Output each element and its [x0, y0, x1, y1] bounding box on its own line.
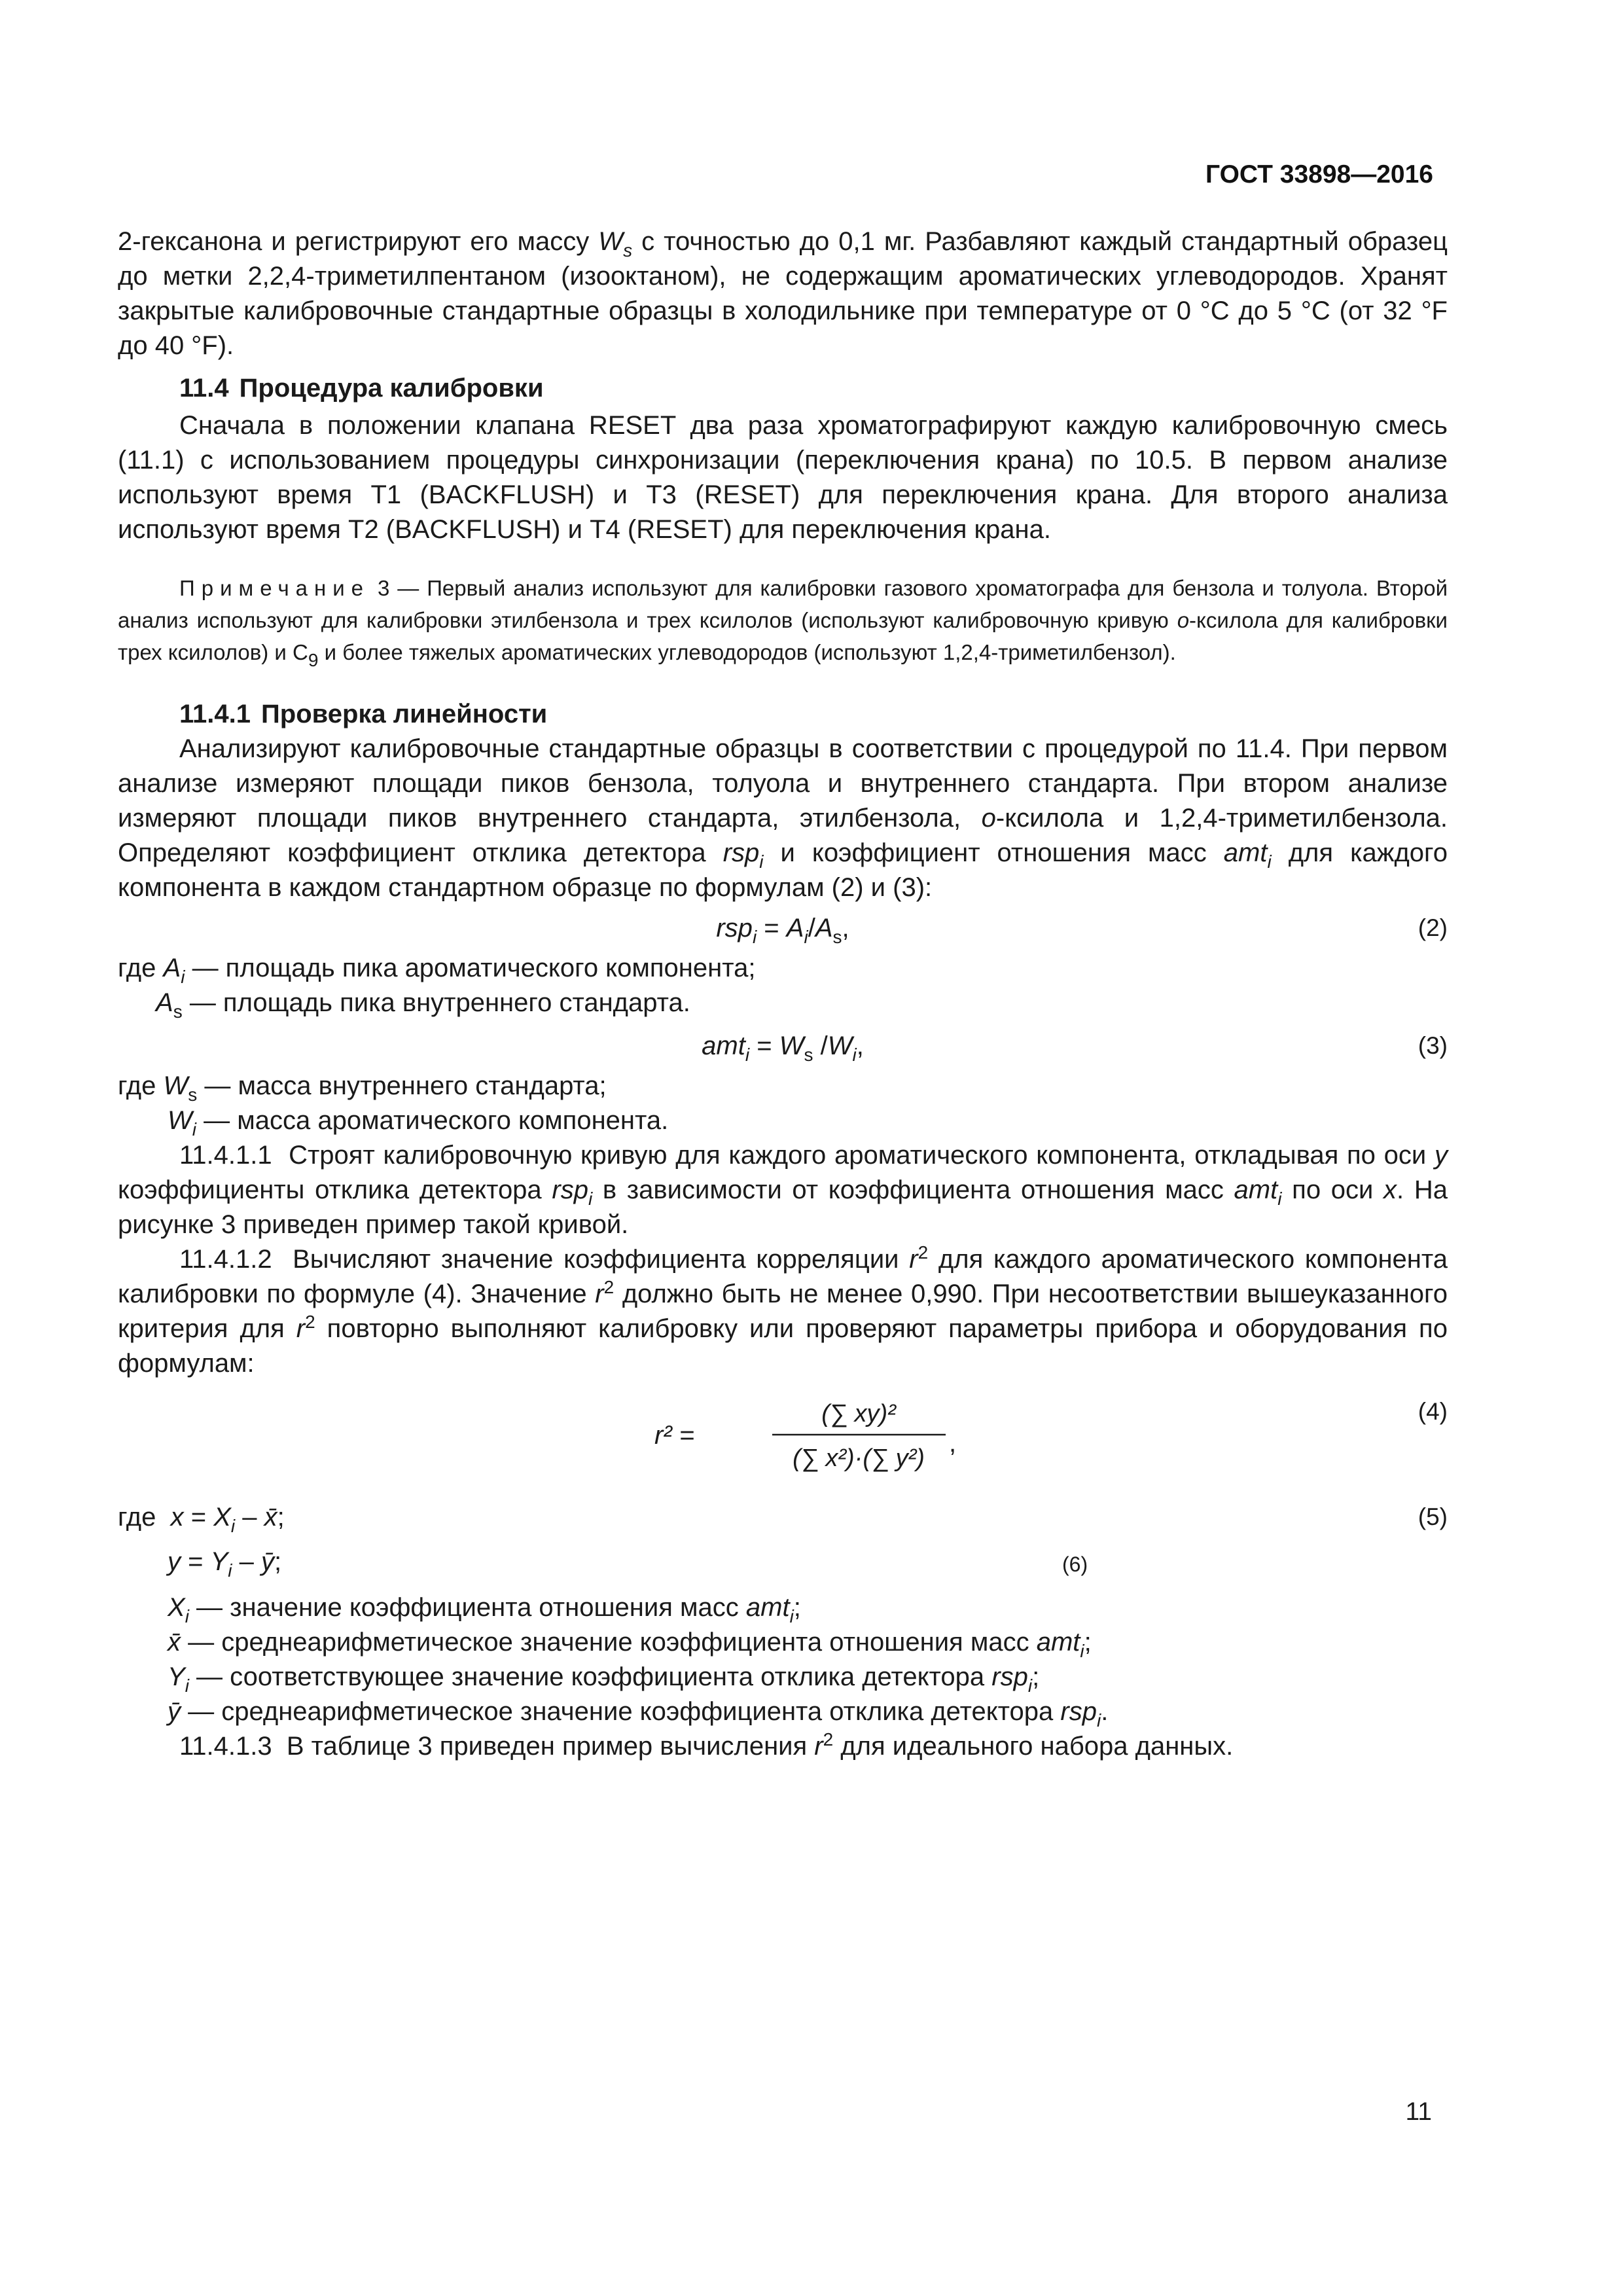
section-heading-11-4: 11.4 Процедура калибровки [179, 374, 544, 403]
equation-2-number: (2) [1418, 914, 1448, 941]
equation-3-formula: $amt_i = W_s$ $/W_i$, [702, 1031, 864, 1065]
document-code-header: ГОСТ 33898—2016 [1205, 160, 1433, 188]
section-11-4-paragraph: Сначала в положении клапана RESET два раза хроматографируют каждую калибровочную смесь (11.1) с использованием процедуры синхронизации (переключения крана) по 10.5. В первом анализе используют время T1 (BACKFLUSH) и Т3 (RESET) для переключения крана. Для второго анализа используют время Т2 (BACKFLUSH) и Т4 (RESET) для переключения крана. [118, 411, 1448, 544]
document-body [118, 224, 1448, 1764]
eq4-denominator: (∑ x²)·(∑ y²) [793, 1444, 925, 1472]
section-11-4-1-paragraph: Анализируют калибровочные стандартные образцы в соответствии с процедурой по 11.4. При первом анализе измеряют площади пиков бензола, толуола и внутреннего стандарта. При втором анализе измеряют площади пиков внутреннего стандарта, этилбензола, о-ксилола и 1,2,4-триметилбензола. Определяют коэффициент отклика детектора rsp$_i$ и коэффициент отношения масс amt$_i$ для каждого компонента в каждом стандартном образце по формулам (2) и (3): [118, 734, 1448, 902]
section-heading-11-4-1: 11.4.1 Проверка линейности [179, 700, 548, 728]
equation-5-number: (5) [1418, 1503, 1448, 1530]
equation-5: где $x = X_i$ – x̄; (5) [118, 1498, 1448, 1537]
equation-6: $y = Y_i$ – ȳ; (6) [118, 1542, 1448, 1581]
eq4-lhs: r² = [654, 1421, 695, 1450]
equation-3 [118, 1023, 1448, 1069]
intro-paragraph: 2-гексанона и регистрируют его массу $W_s$ с точностью до 0,1 мг. Разбавляют каждый стандартный образец до метки 2,2,4-триметилпентаном (изооктаном), не содержащим ароматических углеводородов. Хранят закрытые калибровочные стандартные образцы в холодильнике при температуре от 0 °С до 5 °С (от 32 °F до 40 °F). [118, 227, 1448, 360]
paragraph-11-4-1-3: 11.4.1.3 В таблице 3 приведен пример вычисления $r^2$ для идеального набора данных. [179, 1729, 1234, 1761]
equation-4 [118, 1389, 1448, 1480]
symbol-Ws: $W_s$ [598, 227, 633, 260]
equation-4-number: (4) [1418, 1398, 1448, 1425]
where-block-eq2: где $A_i$ — площадь пика ароматического компонента; $A_s$ — площадь пика внутреннего стандарта. [118, 954, 756, 1022]
equation-2-formula: $rsp_i = A_i/A_s$, [716, 914, 849, 947]
page-number: 11 [1405, 2098, 1432, 2126]
note-label: Примечание [179, 576, 370, 600]
equation-3-number: (3) [1418, 1032, 1448, 1059]
eq4-comma: , [949, 1429, 957, 1458]
note-3: Примечание 3 — Первый анализ используют для калибровки газового хроматографа для бензола и толуола. Второй анализ используют для калибровки этилбензола и трех ксилолов (используют калибровочную кривую о-ксилола для калибровки трех ксилолов) и $С_9$ и более тяжелых ароматических углеводородов (используют 1,2,4-триметилбензол). [118, 576, 1448, 670]
equation-6-number: (6) [1062, 1552, 1088, 1576]
equation-2 [118, 905, 1448, 951]
eq4-numerator: (∑ xy)² [821, 1400, 896, 1427]
paragraph-11-4-1-2: 11.4.1.2 Вычисляют значение коэффициента корреляции $r^2$ для каждого ароматического компонента калибровки по формуле (4). Значение $r^2$ должно быть не менее 0,990. При несоответствии вышеуказанного критерия для $r^2$ повторно выполняют калибровку или проверяют параметры прибора и оборудования по формулам: [118, 1242, 1448, 1378]
where-block-eq5-6: $X_i$ — значение коэффициента отношения масс amt$_i$; x̄ — среднеарифметическое значение коэффициента отношения масс amt$_i$; $Y_i$ — соответствующее значение коэффициента отклика детектора rsp$_i$; ȳ — среднеарифметическое значение коэффициента отклика детектора rsp$_i$. [168, 1593, 1109, 1731]
equation-4-formula [654, 1389, 1021, 1480]
paragraph-11-4-1-1: 11.4.1.1 Строят калибровочную кривую для каждого ароматического компонента, откладывая по оси у коэффициенты отклика детектора rsp$_i$ в зависимости от коэффициента отношения масс amt$_i$ по оси х. На рисунке 3 приведен пример такой кривой. [118, 1141, 1448, 1239]
where-block-eq3: где $W_s$ — масса внутреннего стандарта; $W_i$ — масса ароматического компонента. [118, 1071, 669, 1139]
